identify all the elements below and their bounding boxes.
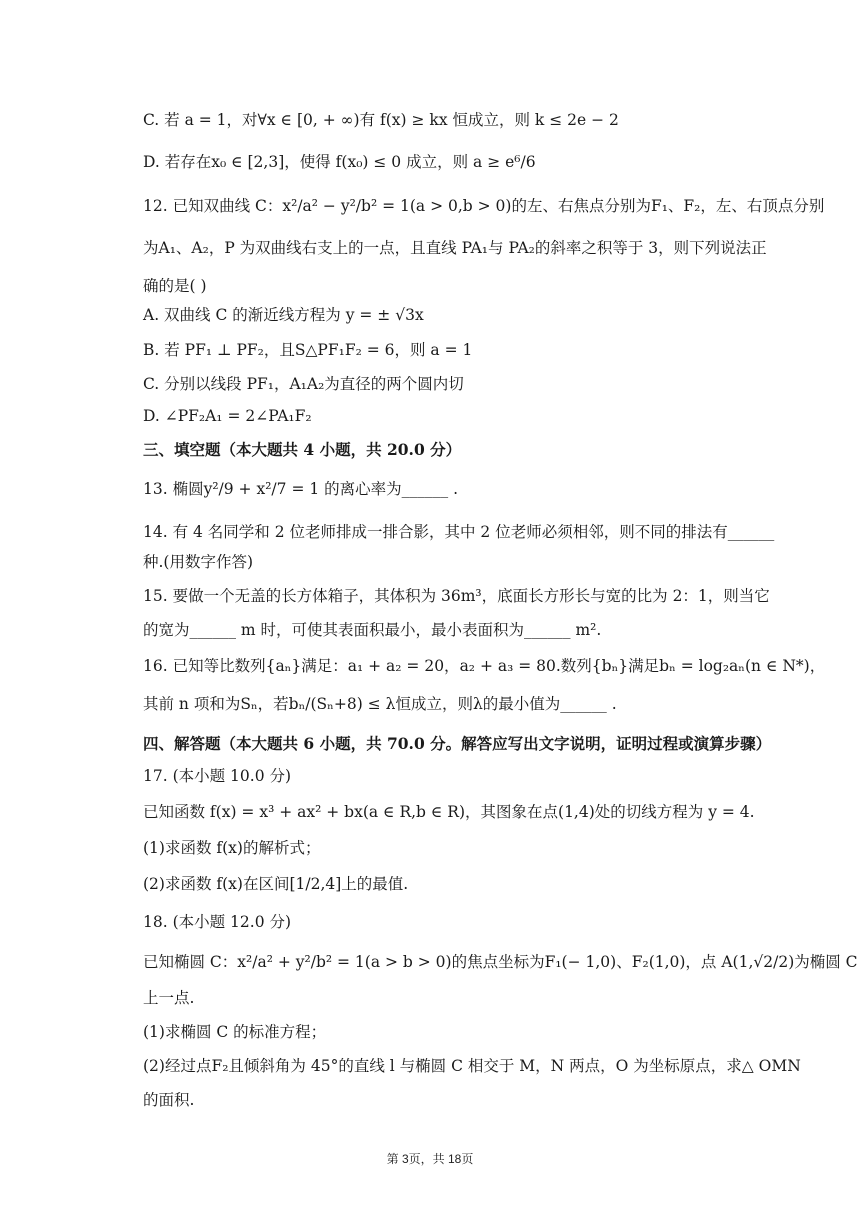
text-line: C. 若 a = 1，对∀x ∈ [0, + ∞)有 f(x) ≥ kx 恒成立，则 k ≤ 2e − 2 [143, 111, 619, 129]
text-line: 16. 已知等比数列{aₙ}满足：a₁ + a₂ = 20，a₂ + a₃ = 80.数列{bₙ}满足bₙ = log₂aₙ(n ∈ N*)， [143, 657, 826, 675]
text-line: 已知函数 f(x) = x³ + ax² + bx(a ∈ R,b ∈ R)，其图象在点(1,4)处的切线方程为 y = 4. [143, 803, 755, 821]
text-line: (2)经过点F₂且倾斜角为 45°的直线 l 与椭圆 C 相交于 M，N 两点，O 为坐标原点，求△ OMN [143, 1057, 801, 1075]
text-line: 确的是( ) [143, 277, 207, 295]
text-line: 已知椭圆 C：x²/a² + y²/b² = 1(a > b > 0)的焦点坐标为F₁(− 1,0)、F₂(1,0)，点 A(1,√2/2)为椭圆 C [143, 953, 858, 971]
text-line: 14. 有 4 名同学和 2 位老师排成一排合影，其中 2 位老师必须相邻，则不同的排法有______ [143, 523, 775, 541]
text-line: 12. 已知双曲线 C：x²/a² − y²/b² = 1(a > 0,b > 0)的左、右焦点分别为F₁、F₂，左、右顶点分别 [143, 197, 825, 215]
text-line: (1)求函数 f(x)的解析式； [143, 839, 321, 857]
text-line: 为A₁、A₂，P 为双曲线右支上的一点，且直线 PA₁与 PA₂的斜率之积等于 3，则下列说法正 [143, 239, 767, 257]
text-line: A. 双曲线 C 的渐近线方程为 y = ± √3x [143, 306, 424, 324]
text-line: D. ∠PF₂A₁ = 2∠PA₁F₂ [143, 407, 312, 425]
text-line: 13. 椭圆y²/9 + x²/7 = 1 的离心率为______ . [143, 480, 458, 498]
text-line: 15. 要做一个无盖的长方体箱子，其体积为 36m³，底面长方形长与宽的比为 2：1，则当它 [143, 587, 770, 605]
text-line: 其前 n 项和为Sₙ，若bₙ/(Sₙ+8) ≤ λ恒成立，则λ的最小值为______ . [143, 695, 617, 713]
text-line: 17. (本小题 10.0 分) [143, 767, 292, 785]
text-line: 18. (本小题 12.0 分) [143, 913, 292, 931]
text-line: D. 若存在x₀ ∈ [2,3]，使得 f(x₀) ≤ 0 成立，则 a ≥ e⁶/6 [143, 153, 536, 171]
section-heading: 四、解答题（本大题共 6 小题，共 70.0 分。解答应写出文字说明，证明过程或演算步骤） [143, 734, 772, 753]
text-line: C. 分别以线段 PF₁，A₁A₂为直径的两个圆内切 [143, 375, 464, 393]
text-line: B. 若 PF₁ ⊥ PF₂，且S△PF₁F₂ = 6，则 a = 1 [143, 341, 473, 359]
text-line: (1)求椭圆 C 的标准方程； [143, 1023, 327, 1041]
text-line: (2)求函数 f(x)在区间[1/2,4]上的最值. [143, 875, 409, 893]
section-heading: 三、填空题（本大题共 4 小题，共 20.0 分） [143, 440, 462, 459]
text-line: 种.(用数字作答) [143, 553, 254, 571]
text-line: 的宽为______ m 时，可使其表面积最小，最小表面积为______ m². [143, 621, 602, 639]
text-line: 的面积. [143, 1091, 195, 1109]
page-footer: 第 3页，共 18页 [386, 1152, 474, 1166]
text-line: 上一点. [143, 989, 195, 1007]
